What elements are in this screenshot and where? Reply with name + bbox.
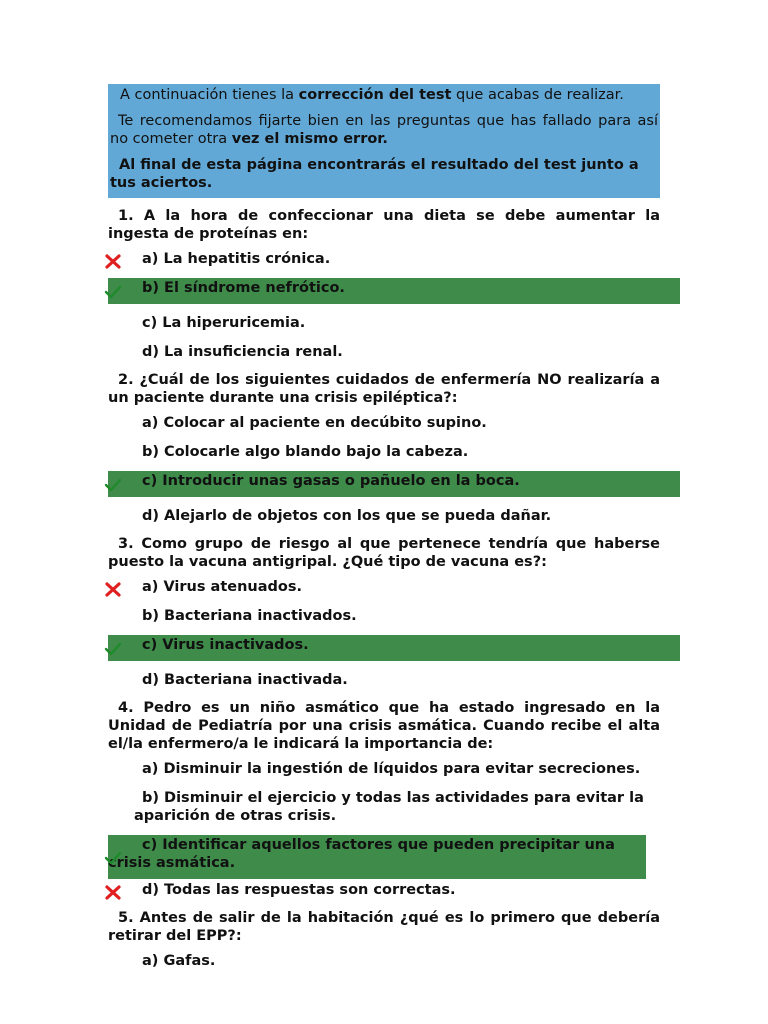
answer-text: b) El síndrome nefrótico.	[142, 280, 345, 296]
answer-option-correct[interactable]	[108, 835, 646, 879]
answer-option[interactable]	[108, 951, 660, 971]
answer-text: c) Virus inactivados.	[142, 637, 309, 653]
intro-box	[108, 84, 660, 198]
question-1: 1. A la hora de confeccionar una dieta se debe aumentar la ingesta de proteínas en:	[108, 208, 660, 242]
answer-option[interactable]	[108, 313, 660, 333]
answer-text: b) Bacteriana inactivados.	[142, 608, 357, 624]
answer-text: d) Alejarlo de objetos con los que se pueda dañar.	[142, 508, 552, 524]
answer-text: d) Todas las respuestas son correctas.	[142, 882, 456, 898]
answer-text: d) La insuficiencia renal.	[142, 344, 343, 360]
answer-text: a) Disminuir la ingestión de líquidos para evitar secreciones.	[142, 761, 641, 777]
intro-line-3: Al final de esta página encontrarás el resultado del test junto a tus aciertos.	[110, 157, 639, 191]
intro-bold-text: vez el mismo error.	[231, 131, 388, 147]
intro-line-2	[110, 112, 658, 148]
cross-icon	[104, 252, 122, 270]
answer-text: a) La hepatitis crónica.	[142, 251, 331, 267]
answer-option[interactable]	[108, 249, 660, 269]
intro-text: A continuación tienes la	[120, 87, 299, 103]
cross-icon	[104, 580, 122, 598]
question-4: 4. Pedro es un niño asmático que ha estado ingresado en la Unidad de Pediatría por una crisis asmática. Cuando recibe el alta el/la enfermero/a le indicará la importancia de:	[108, 700, 660, 752]
answer-option[interactable]	[108, 670, 660, 690]
answer-option[interactable]	[108, 880, 660, 900]
check-icon	[104, 640, 122, 658]
answer-option-correct[interactable]	[108, 635, 680, 661]
question-2: 2. ¿Cuál de los siguientes cuidados de enfermería NO realizaría a un paciente durante una crisis epiléptica?:	[108, 372, 660, 406]
cross-icon	[104, 883, 122, 901]
answer-text: b) Disminuir el ejercicio y todas las actividades para evitar la aparición de otras crisis.	[134, 790, 644, 824]
answer-text: b) Colocarle algo blando bajo la cabeza.	[142, 444, 469, 460]
answer-option[interactable]	[108, 442, 660, 462]
answer-option-correct[interactable]	[108, 278, 680, 304]
answer-text: c) Identificar aquellos factores que pueden precipitar una crisis asmática.	[108, 837, 615, 871]
answer-text: c) Introducir unas gasas o pañuelo en la boca.	[142, 473, 520, 489]
answer-option-correct[interactable]	[108, 471, 680, 497]
answer-option[interactable]	[108, 606, 660, 626]
answer-option[interactable]	[108, 759, 660, 779]
answer-option[interactable]	[108, 506, 660, 526]
answer-text: c) La hiperuricemia.	[142, 315, 306, 331]
answer-text: a) Gafas.	[142, 953, 216, 969]
intro-line-1	[110, 86, 658, 104]
check-icon	[104, 476, 122, 494]
check-icon	[104, 849, 122, 867]
answer-text: d) Bacteriana inactivada.	[142, 672, 348, 688]
test-correction-page	[108, 84, 660, 971]
intro-text: que acabas de realizar.	[451, 87, 624, 103]
intro-bold-text: corrección del test	[298, 87, 452, 103]
answer-option[interactable]	[108, 788, 660, 826]
intro-text: Te recomendamos fijarte bien en las preguntas que has fallado para así no cometer otra	[110, 113, 658, 147]
question-5: 5. Antes de salir de la habitación ¿qué es lo primero que debería retirar del EPP?:	[108, 910, 660, 944]
answer-option[interactable]	[108, 342, 660, 362]
check-icon	[104, 283, 122, 301]
answer-text: a) Colocar al paciente en decúbito supino.	[142, 415, 487, 431]
answer-text: a) Virus atenuados.	[142, 579, 303, 595]
answer-option[interactable]	[108, 413, 660, 433]
answer-option[interactable]	[108, 577, 660, 597]
question-3: 3. Como grupo de riesgo al que pertenece tendría que haberse puesto la vacuna antigripal. ¿Qué tipo de vacuna es?:	[108, 536, 660, 570]
